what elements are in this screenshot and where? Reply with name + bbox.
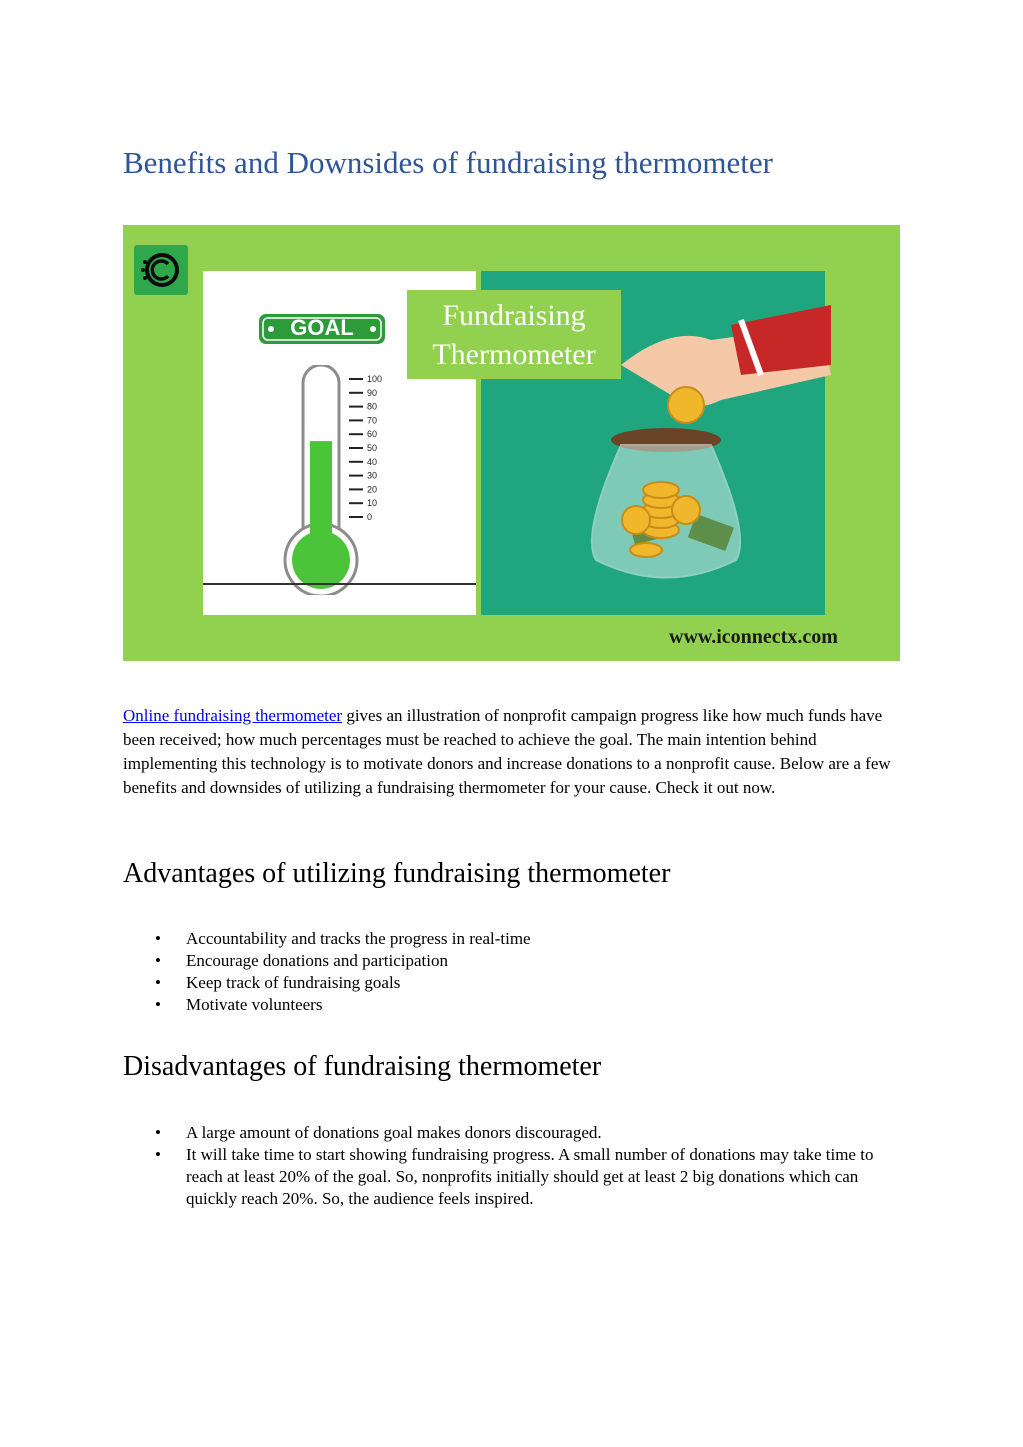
coin-jar-illustration (561, 305, 831, 605)
advantages-list (155, 928, 855, 1016)
scale-tick-label: 0 (367, 512, 373, 522)
goal-label: GOAL (290, 315, 354, 340)
advantages-heading: Advantages of utilizing fundraising thermometer (123, 858, 671, 889)
scale-tick-label: 10 (367, 498, 378, 509)
goal-plate (256, 312, 388, 346)
list-item: • Keep track of fundraising goals (155, 972, 855, 994)
iconnectx-logo-icon (134, 245, 188, 295)
intro-paragraph (123, 704, 913, 800)
website-label: www.iconnectx.com (669, 626, 838, 648)
scale-tick-label: 70 (367, 415, 378, 426)
scale-tick-label: 30 (367, 470, 378, 481)
thermometer-bulb (292, 531, 350, 589)
banner-title-line1: Fundraising (442, 299, 586, 332)
list-item: • Encourage donations and participation (155, 950, 855, 972)
scale-tick-label: 40 (367, 456, 378, 467)
banner-title-line2: Thermometer (432, 338, 596, 371)
thermometer-graphic (283, 365, 403, 595)
scale-tick-label: 90 (367, 387, 378, 398)
ground-line (203, 583, 476, 585)
list-item: • Motivate volunteers (155, 994, 855, 1016)
disadvantages-heading: Disadvantages of fundraising thermometer (123, 1051, 602, 1082)
list-item: • A large amount of donations goal makes donors discouraged. (155, 1122, 900, 1144)
list-item: • Accountability and tracks the progress in real-time (155, 928, 855, 950)
scale-tick-label: 100 (367, 374, 383, 384)
disadvantages-list (155, 1122, 900, 1210)
banner-image (123, 225, 900, 661)
list-item: • It will take time to start showing fundraising progress. A small number of donations may take time to reach at least 20% of the goal. So, nonprofits initially should get at least 2 big donations which can quickly reach 20%. So, the audience feels inspired. (155, 1144, 900, 1210)
scale-tick-label: 20 (367, 484, 378, 495)
scale-tick-label: 80 (367, 401, 378, 412)
intro-link[interactable]: Online fundraising thermometer (123, 706, 343, 725)
scale-tick-label: 50 (367, 443, 378, 453)
intro-body: gives an illustration of nonprofit campaign progress like how much funds have been received; how much percentages must be reached to achieve the goal. The main intention behind implementing this technology is to motivate donors and increase donations to a nonprofit cause. Below are a few benefits and downsides of utilizing a fundraising thermometer for your cause. Check it out now. (123, 706, 891, 797)
scale-tick-label: 60 (367, 429, 378, 440)
page-title: Benefits and Downsides of fundraising thermometer (123, 145, 773, 180)
